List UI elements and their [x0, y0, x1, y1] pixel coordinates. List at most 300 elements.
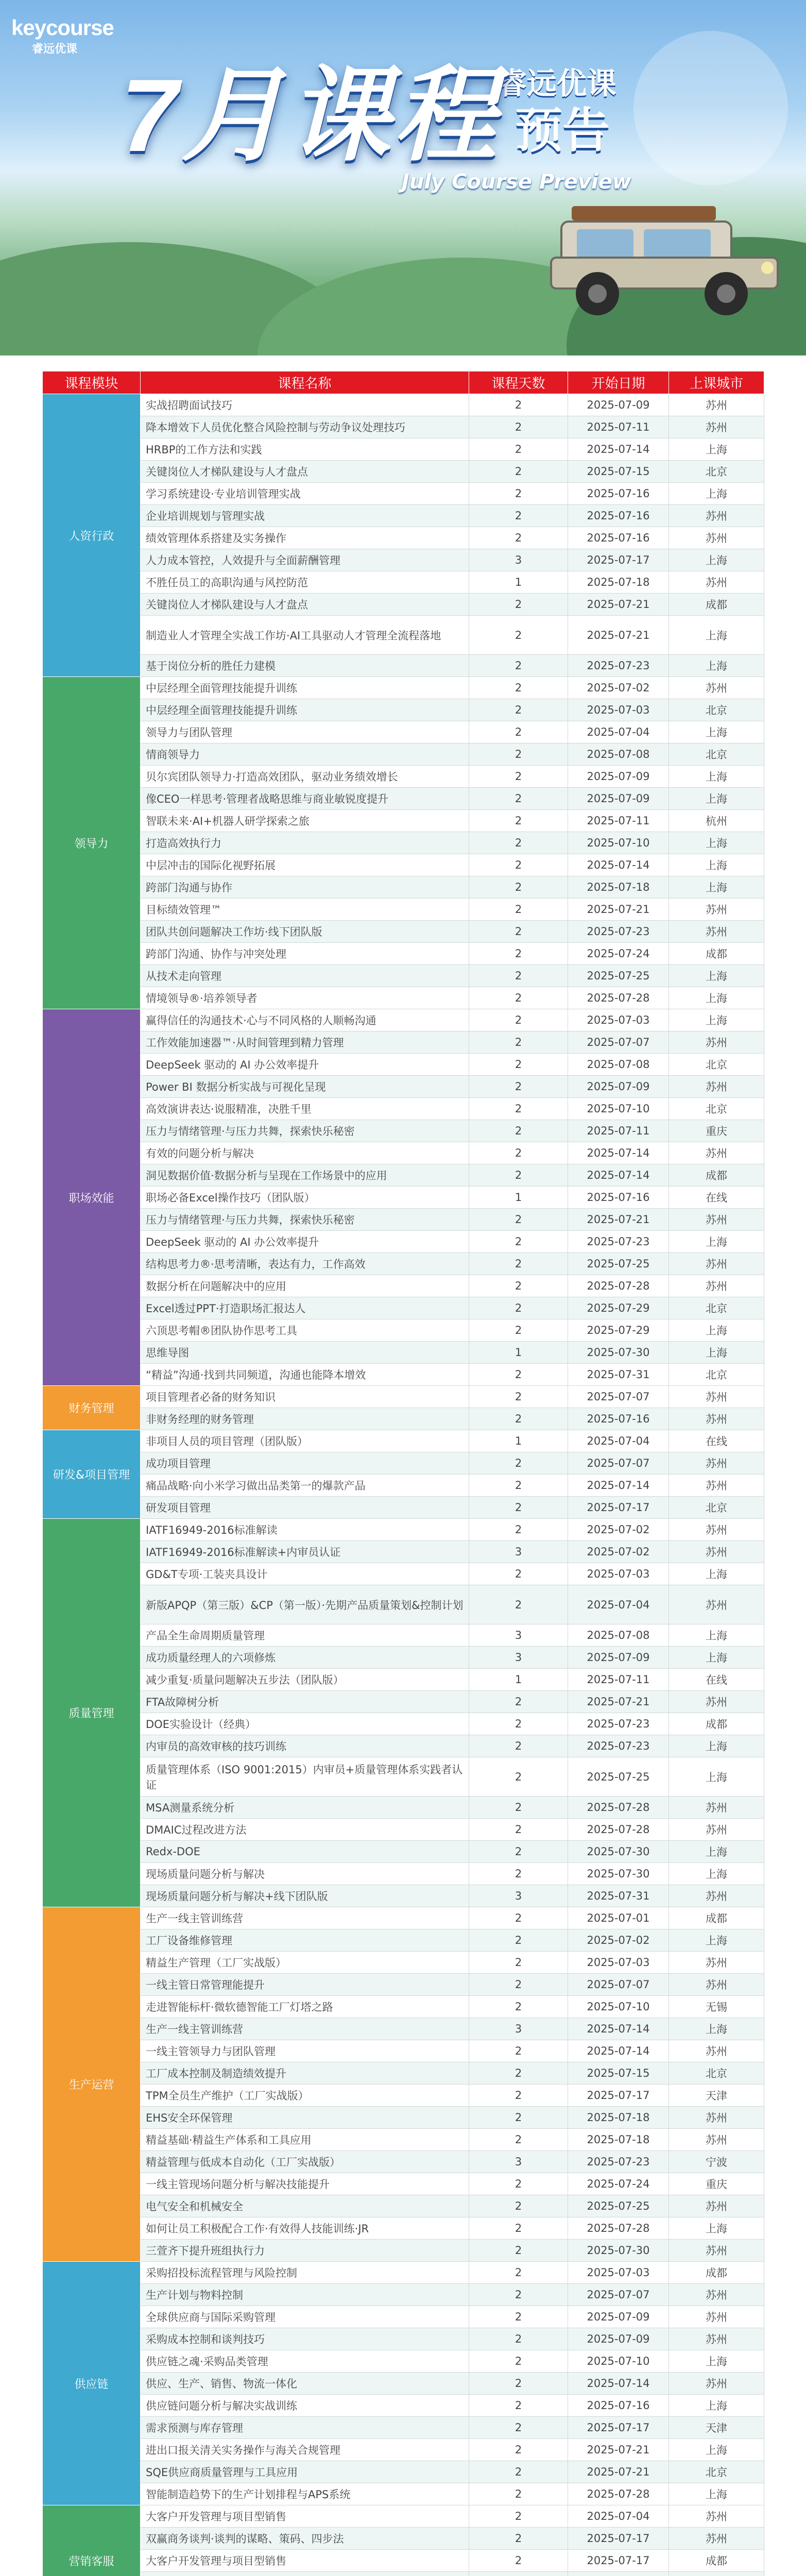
- course-date-cell: 2025-07-03: [568, 1009, 669, 1031]
- course-date-cell: 2025-07-01: [568, 1907, 669, 1929]
- table-row: [43, 394, 764, 416]
- course-name-cell: 精益生产管理（工厂实战版）: [141, 1952, 469, 1974]
- brand-logo-text: keycourse: [11, 15, 114, 40]
- course-date-cell: 2025-07-30: [568, 1342, 669, 1364]
- course-city-cell: 苏州: [669, 1974, 764, 1996]
- table-row: [43, 1342, 764, 1364]
- course-name-cell: 智联未来·AI+机器人研学探索之旅: [141, 810, 469, 832]
- table-header-row: [43, 371, 764, 394]
- course-date-cell: 2025-07-14: [568, 1475, 669, 1497]
- table-row: [43, 1735, 764, 1757]
- course-days-cell: 2: [469, 1907, 568, 1929]
- table-row: [43, 2417, 764, 2439]
- table-row: [43, 1757, 764, 1797]
- table-row: [43, 2107, 764, 2129]
- course-date-cell: 2025-07-23: [568, 1735, 669, 1757]
- course-days-cell: 2: [469, 416, 568, 438]
- course-date-cell: 2025-07-16: [568, 1187, 669, 1209]
- course-date-cell: 2025-07-07: [568, 1031, 669, 1054]
- table-row: [43, 2572, 764, 2576]
- course-date-cell: 2025-07-21: [568, 1691, 669, 1713]
- course-city-cell: 重庆: [669, 1120, 764, 1142]
- table-row: [43, 1952, 764, 1974]
- brand-logo-subtext: 睿远优课: [32, 43, 78, 56]
- table-row: [43, 594, 764, 616]
- table-row: [43, 2018, 764, 2040]
- course-city-cell: 苏州: [669, 1691, 764, 1713]
- table-row: [43, 1120, 764, 1142]
- course-days-cell: 2: [469, 2040, 568, 2062]
- table-row: [43, 743, 764, 766]
- course-days-cell: 2: [469, 677, 568, 699]
- course-days-cell: 2: [469, 1819, 568, 1841]
- course-name-cell: 职场必备Excel操作技巧（团队版）: [141, 1187, 469, 1209]
- course-name-cell: 跨部门沟通、协作与冲突处理: [141, 943, 469, 965]
- course-name-cell: TPM全员生产维护（工厂实战版）: [141, 2084, 469, 2107]
- course-name-cell: 学习系统建设·专业培训管理实战: [141, 483, 469, 505]
- course-city-cell: 上海: [669, 2483, 764, 2505]
- table-row: [43, 1231, 764, 1253]
- course-city-cell: 苏州: [669, 2306, 764, 2328]
- course-date-cell: 2025-07-08: [568, 1054, 669, 1076]
- table-row: [43, 2483, 764, 2505]
- course-days-cell: 2: [469, 921, 568, 943]
- table-row: [43, 1907, 764, 1929]
- course-name-cell: DeepSeek 驱动的 AI 办公效率提升: [141, 1231, 469, 1253]
- course-name-cell: 电气安全和机械安全: [141, 2195, 469, 2217]
- course-city-cell: 上海: [669, 616, 764, 655]
- course-city-cell: 北京: [669, 461, 764, 483]
- course-date-cell: 2025-07-03: [568, 1952, 669, 1974]
- course-name-cell: 从技术走向管理: [141, 965, 469, 987]
- course-name-cell: 生产计划与物料控制: [141, 2284, 469, 2306]
- course-city-cell: 苏州: [669, 1885, 764, 1907]
- course-days-cell: 2: [469, 1364, 568, 1386]
- course-date-cell: 2025-07-25: [568, 1757, 669, 1797]
- hero-banner: [0, 0, 806, 355]
- course-city-cell: 北京: [669, 1297, 764, 1319]
- course-days-cell: 3: [469, 1647, 568, 1669]
- course-date-cell: 2025-07-04: [568, 1585, 669, 1624]
- course-city-cell: 上海: [669, 1342, 764, 1364]
- course-days-cell: 2: [469, 2461, 568, 2483]
- course-city-cell: 苏州: [669, 2240, 764, 2262]
- course-date-cell: 2025-07-18: [568, 2129, 669, 2151]
- course-name-cell: 情商领导力: [141, 743, 469, 766]
- course-name-cell: 工厂成本控制及制造绩效提升: [141, 2062, 469, 2084]
- course-date-cell: 2025-07-08: [568, 1624, 669, 1647]
- course-days-cell: 2: [469, 527, 568, 549]
- course-city-cell: 上海: [669, 2395, 764, 2417]
- table-row: [43, 483, 764, 505]
- course-city-cell: 北京: [669, 2062, 764, 2084]
- course-date-cell: 2025-07-21: [568, 616, 669, 655]
- course-days-cell: 2: [469, 2173, 568, 2195]
- course-date-cell: 2025-07-14: [568, 1142, 669, 1164]
- course-date-cell: 2025-07-11: [568, 810, 669, 832]
- course-days-cell: 2: [469, 1275, 568, 1297]
- table-row: [43, 1452, 764, 1475]
- table-row: [43, 2439, 764, 2461]
- course-days-cell: 2: [469, 1076, 568, 1098]
- course-date-cell: 2025-07-02: [568, 1929, 669, 1952]
- course-date-cell: 2025-07-03: [568, 1563, 669, 1585]
- course-city-cell: 上海: [669, 1735, 764, 1757]
- course-city-cell: 上海: [669, 1563, 764, 1585]
- course-date-cell: 2025-07-07: [568, 1452, 669, 1475]
- course-days-cell: 2: [469, 2350, 568, 2372]
- course-date-cell: 2025-07-16: [568, 2395, 669, 2417]
- course-name-cell: 采购成本控制和谈判技巧: [141, 2328, 469, 2350]
- course-city-cell: 苏州: [669, 2040, 764, 2062]
- table-row: [43, 2129, 764, 2151]
- course-date-cell: 2025-07-29: [568, 1297, 669, 1319]
- table-row: [43, 1076, 764, 1098]
- course-date-cell: 2025-07-02: [568, 677, 669, 699]
- course-date-cell: 2025-07-08: [568, 743, 669, 766]
- course-days-cell: 3: [469, 2151, 568, 2173]
- table-row: [43, 2240, 764, 2262]
- course-city-cell: 成都: [669, 943, 764, 965]
- course-days-cell: 2: [469, 943, 568, 965]
- course-city-cell: 苏州: [669, 2528, 764, 2550]
- table-row: [43, 965, 764, 987]
- course-city-cell: 上海: [669, 1841, 764, 1863]
- course-name-cell: 目标绩效管理™: [141, 899, 469, 921]
- course-date-cell: 2025-07-25: [568, 1253, 669, 1275]
- course-days-cell: 2: [469, 2062, 568, 2084]
- course-name-cell: 人力成本管控，人效提升与全面薪酬管理: [141, 549, 469, 571]
- course-name-cell: 关键岗位人才梯队建设与人才盘点: [141, 594, 469, 616]
- course-city-cell: 宁波: [669, 2151, 764, 2173]
- course-city-cell: 成都: [669, 2262, 764, 2284]
- module-cell: 人资行政: [43, 394, 141, 677]
- course-name-cell: Power BI 数据分析实战与可视化呈现: [141, 1076, 469, 1098]
- table-row: [43, 1098, 764, 1120]
- course-city-cell: 苏州: [669, 1408, 764, 1430]
- table-row: [43, 1031, 764, 1054]
- table-row: [43, 1054, 764, 1076]
- course-name-cell: 大客户开发管理与项目型销售: [141, 2505, 469, 2528]
- course-date-cell: 2025-07-14: [568, 1164, 669, 1187]
- course-name-cell: 项目管理者必备的财务知识: [141, 1386, 469, 1408]
- course-name-cell: 现场质量问题分析与解决+线下团队版: [141, 1885, 469, 1907]
- course-name-cell: 精益管理与低成本自动化（工厂实战版）: [141, 2151, 469, 2173]
- course-days-cell: 2: [469, 1475, 568, 1497]
- course-city-cell: 上海: [669, 1009, 764, 1031]
- course-name-cell: 三萱齐下提升班组执行力: [141, 2240, 469, 2262]
- course-city-cell: 上海: [669, 1624, 764, 1647]
- course-date-cell: 2025-07-31: [568, 1885, 669, 1907]
- course-name-cell: IATF16949-2016标准解读: [141, 1519, 469, 1541]
- course-date-cell: 2025-07-09: [568, 1647, 669, 1669]
- course-city-cell: 苏州: [669, 416, 764, 438]
- course-days-cell: 2: [469, 1735, 568, 1757]
- course-name-cell: 实战招聘面试技巧: [141, 394, 469, 416]
- table-row: [43, 2505, 764, 2528]
- course-name-cell: 工厂设备维修管理: [141, 1929, 469, 1952]
- course-city-cell: 上海: [669, 1231, 764, 1253]
- course-days-cell: 2: [469, 2262, 568, 2284]
- course-date-cell: 2025-07-02: [568, 1519, 669, 1541]
- course-city-cell: 在线: [669, 1187, 764, 1209]
- course-table: [42, 371, 764, 2576]
- course-date-cell: 2025-07-21: [568, 2461, 669, 2483]
- course-city-cell: 上海: [669, 987, 764, 1009]
- course-name-cell: 中层经理全面管理技能提升训练: [141, 699, 469, 721]
- table-row: [43, 1187, 764, 1209]
- course-city-cell: 上海: [669, 549, 764, 571]
- course-city-cell: 上海: [669, 1863, 764, 1885]
- course-city-cell: 上海: [669, 655, 764, 677]
- course-days-cell: 3: [469, 1885, 568, 1907]
- course-city-cell: 苏州: [669, 1541, 764, 1563]
- course-name-cell: 领导力与团队管理: [141, 721, 469, 743]
- course-days-cell: 2: [469, 655, 568, 677]
- course-city-cell: 重庆: [669, 2173, 764, 2195]
- course-name-cell: 全球供应商与国际采购管理: [141, 2306, 469, 2328]
- course-city-cell: 上海: [669, 766, 764, 788]
- course-name-cell: 赢得信任的沟通技术·心与不同风格的人顺畅沟通: [141, 1009, 469, 1031]
- course-city-cell: 天津: [669, 2417, 764, 2439]
- brand-logo[interactable]: [11, 15, 114, 56]
- table-row: [43, 677, 764, 699]
- course-name-cell: 一线主管日常管理能提升: [141, 1974, 469, 1996]
- course-name-cell: [141, 2572, 469, 2576]
- course-name-cell: 降本增效下人员优化整合风险控制与劳动争议处理技巧: [141, 416, 469, 438]
- course-name-cell: SQE供应商质量管理与工具应用: [141, 2461, 469, 2483]
- course-days-cell: 3: [469, 1541, 568, 1563]
- course-days-cell: 2: [469, 788, 568, 810]
- table-row: [43, 1297, 764, 1319]
- course-days-cell: 2: [469, 1519, 568, 1541]
- course-date-cell: 2025-07-23: [568, 655, 669, 677]
- course-days-cell: 1: [469, 571, 568, 594]
- table-row: [43, 1647, 764, 1669]
- course-city-cell: 在线: [669, 1669, 764, 1691]
- course-city-cell: 苏州: [669, 2195, 764, 2217]
- table-row: [43, 788, 764, 810]
- table-row: [43, 1386, 764, 1408]
- hero-subtitle: July Course Preview: [402, 170, 631, 194]
- course-days-cell: 2: [469, 876, 568, 899]
- course-days-cell: 2: [469, 1452, 568, 1475]
- course-date-cell: 2025-07-28: [568, 1797, 669, 1819]
- table-row: [43, 2350, 764, 2372]
- course-days-cell: 2: [469, 1142, 568, 1164]
- course-name-cell: 情境领导®·培养领导者: [141, 987, 469, 1009]
- course-date-cell: 2025-07-14: [568, 2372, 669, 2395]
- table-row: [43, 1996, 764, 2018]
- course-name-cell: Redx-DOE: [141, 1841, 469, 1863]
- course-city-cell: 上海: [669, 788, 764, 810]
- course-name-cell: 现场质量问题分析与解决: [141, 1863, 469, 1885]
- course-city-cell: 苏州: [669, 1142, 764, 1164]
- course-date-cell: 2025-07-09: [568, 766, 669, 788]
- module-cell: 职场效能: [43, 1009, 141, 1386]
- hero-brand: 睿远优课: [497, 66, 617, 101]
- table-row: [43, 1275, 764, 1297]
- course-city-cell: 成都: [669, 1713, 764, 1735]
- course-city-cell: 北京: [669, 1364, 764, 1386]
- course-days-cell: 2: [469, 2395, 568, 2417]
- course-city-cell: 苏州: [669, 1452, 764, 1475]
- course-city-cell: 成都: [669, 1907, 764, 1929]
- course-city-cell: 上海: [669, 721, 764, 743]
- course-city-cell: 苏州: [669, 921, 764, 943]
- course-date-cell: 2025-07-28: [568, 2217, 669, 2240]
- course-date-cell: 2025-07-18: [568, 571, 669, 594]
- course-date-cell: 2025-07-16: [568, 527, 669, 549]
- course-days-cell: 2: [469, 1841, 568, 1863]
- course-city-cell: 苏州: [669, 1031, 764, 1054]
- course-date-cell: 2025-07-04: [568, 721, 669, 743]
- course-date-cell: 2025-07-17: [568, 549, 669, 571]
- course-days-cell: 2: [469, 1297, 568, 1319]
- course-name-cell: 像CEO一样思考·管理者战略思维与商业敏锐度提升: [141, 788, 469, 810]
- course-name-cell: 内审员的高效审核的技巧训练: [141, 1735, 469, 1757]
- course-date-cell: 2025-07-16: [568, 1408, 669, 1430]
- course-date-cell: 2025-07-09: [568, 1076, 669, 1098]
- course-city-cell: 上海: [669, 832, 764, 854]
- course-name-cell: 绩效管理体系搭建及实务操作: [141, 527, 469, 549]
- table-row: [43, 655, 764, 677]
- course-date-cell: 2025-07-09: [568, 2328, 669, 2350]
- course-name-cell: 不胜任员工的高职沟通与风控防范: [141, 571, 469, 594]
- table-row: [43, 416, 764, 438]
- course-days-cell: 2: [469, 1996, 568, 2018]
- course-city-cell: 天津: [669, 2084, 764, 2107]
- table-row: [43, 2372, 764, 2395]
- course-city-cell: 上海: [669, 1319, 764, 1342]
- table-row: [43, 1319, 764, 1342]
- course-city-cell: 上海: [669, 965, 764, 987]
- course-days-cell: 2: [469, 1863, 568, 1885]
- course-days-cell: 2: [469, 1713, 568, 1735]
- course-name-cell: 压力与情绪管理·与压力共舞，探索快乐秘密: [141, 1209, 469, 1231]
- table-row: [43, 876, 764, 899]
- course-date-cell: 2025-07-14: [568, 2018, 669, 2040]
- course-name-cell: 大客户开发管理与项目型销售: [141, 2550, 469, 2572]
- jeep-illustration: [541, 201, 783, 319]
- course-name-cell: HRBP的工作方法和实践: [141, 438, 469, 461]
- course-name-cell: 采购招投标流程管理与风险控制: [141, 2262, 469, 2284]
- course-days-cell: 2: [469, 1974, 568, 1996]
- course-city-cell: 苏州: [669, 1209, 764, 1231]
- course-city-cell: 苏州: [669, 1585, 764, 1624]
- course-date-cell: 2025-07-21: [568, 1209, 669, 1231]
- course-days-cell: 2: [469, 2306, 568, 2328]
- course-date-cell: 2025-07-24: [568, 943, 669, 965]
- course-city-cell: [669, 2572, 764, 2576]
- course-date-cell: 2025-07-11: [568, 1669, 669, 1691]
- course-days-cell: 2: [469, 965, 568, 987]
- course-name-cell: 供应链之魂·采购品类管理: [141, 2350, 469, 2372]
- course-days-cell: 2: [469, 1563, 568, 1585]
- header-days: 课程天数: [469, 371, 568, 394]
- course-name-cell: 走进智能标杆·微软德智能工厂灯塔之路: [141, 1996, 469, 2018]
- course-name-cell: 跨部门沟通与协作: [141, 876, 469, 899]
- course-table-wrap: [42, 371, 764, 2576]
- course-days-cell: 2: [469, 1164, 568, 1187]
- course-days-cell: 2: [469, 1408, 568, 1430]
- table-row: [43, 1691, 764, 1713]
- course-date-cell: 2025-07-25: [568, 2195, 669, 2217]
- course-days-cell: 2: [469, 2217, 568, 2240]
- table-row: [43, 2262, 764, 2284]
- course-days-cell: 2: [469, 743, 568, 766]
- course-date-cell: 2025-07-15: [568, 461, 669, 483]
- course-name-cell: 非财务经理的财务管理: [141, 1408, 469, 1430]
- course-days-cell: 3: [469, 1624, 568, 1647]
- table-row: [43, 1209, 764, 1231]
- course-days-cell: 2: [469, 2528, 568, 2550]
- table-row: [43, 1475, 764, 1497]
- table-row: [43, 461, 764, 483]
- course-days-cell: 2: [469, 1009, 568, 1031]
- table-row: [43, 1841, 764, 1863]
- course-date-cell: [568, 2572, 669, 2576]
- course-date-cell: 2025-07-10: [568, 1098, 669, 1120]
- course-name-cell: 压力与情绪管理·与压力共舞，探索快乐秘密: [141, 1120, 469, 1142]
- course-name-cell: DOE实验设计（经典）: [141, 1713, 469, 1735]
- course-date-cell: 2025-07-09: [568, 788, 669, 810]
- course-name-cell: 供应链问题分析与解决实战训练: [141, 2395, 469, 2417]
- course-days-cell: 2: [469, 1757, 568, 1797]
- course-days-cell: 2: [469, 2284, 568, 2306]
- course-city-cell: 苏州: [669, 527, 764, 549]
- course-date-cell: 2025-07-07: [568, 1386, 669, 1408]
- course-city-cell: 苏州: [669, 1076, 764, 1098]
- course-name-cell: 减少重复·质量问题解决五步法（团队版）: [141, 1669, 469, 1691]
- course-date-cell: 2025-07-15: [568, 2062, 669, 2084]
- table-row: [43, 1713, 764, 1735]
- course-days-cell: 2: [469, 987, 568, 1009]
- course-date-cell: 2025-07-17: [568, 2550, 669, 2572]
- course-name-cell: 企业培训规划与管理实战: [141, 505, 469, 527]
- header-city: 上课城市: [669, 371, 764, 394]
- course-days-cell: 1: [469, 1342, 568, 1364]
- course-date-cell: 2025-07-04: [568, 1430, 669, 1452]
- table-row: [43, 1585, 764, 1624]
- course-date-cell: 2025-07-23: [568, 921, 669, 943]
- course-city-cell: 上海: [669, 876, 764, 899]
- course-days-cell: 2: [469, 2417, 568, 2439]
- course-city-cell: 苏州: [669, 2129, 764, 2151]
- course-city-cell: 苏州: [669, 1519, 764, 1541]
- course-date-cell: 2025-07-10: [568, 1996, 669, 2018]
- table-row: [43, 1408, 764, 1430]
- course-days-cell: 2: [469, 2084, 568, 2107]
- course-name-cell: 思维导图: [141, 1342, 469, 1364]
- course-name-cell: 智能制造趋势下的生产计划排程与APS系统: [141, 2483, 469, 2505]
- course-name-cell: 新版APQP（第三版）&CP（第一版）·先期产品质量策划&控制计划: [141, 1585, 469, 1624]
- header-module: 课程模块: [43, 371, 141, 394]
- course-name-cell: “精益”沟通·找到共同频道，沟通也能降本增效: [141, 1364, 469, 1386]
- course-city-cell: 在线: [669, 1430, 764, 1452]
- table-row: [43, 987, 764, 1009]
- table-row: [43, 810, 764, 832]
- table-row: [43, 2328, 764, 2350]
- table-row: [43, 2528, 764, 2550]
- course-days-cell: 1: [469, 1669, 568, 1691]
- course-name-cell: 制造业人才管理全实战工作坊·AI工具驱动人才管理全流程落地: [141, 616, 469, 655]
- table-row: [43, 1497, 764, 1519]
- course-name-cell: 洞见数据价值·数据分析与呈现在工作场景中的应用: [141, 1164, 469, 1187]
- course-table-body: [43, 394, 764, 2576]
- course-date-cell: 2025-07-02: [568, 1541, 669, 1563]
- course-days-cell: 2: [469, 594, 568, 616]
